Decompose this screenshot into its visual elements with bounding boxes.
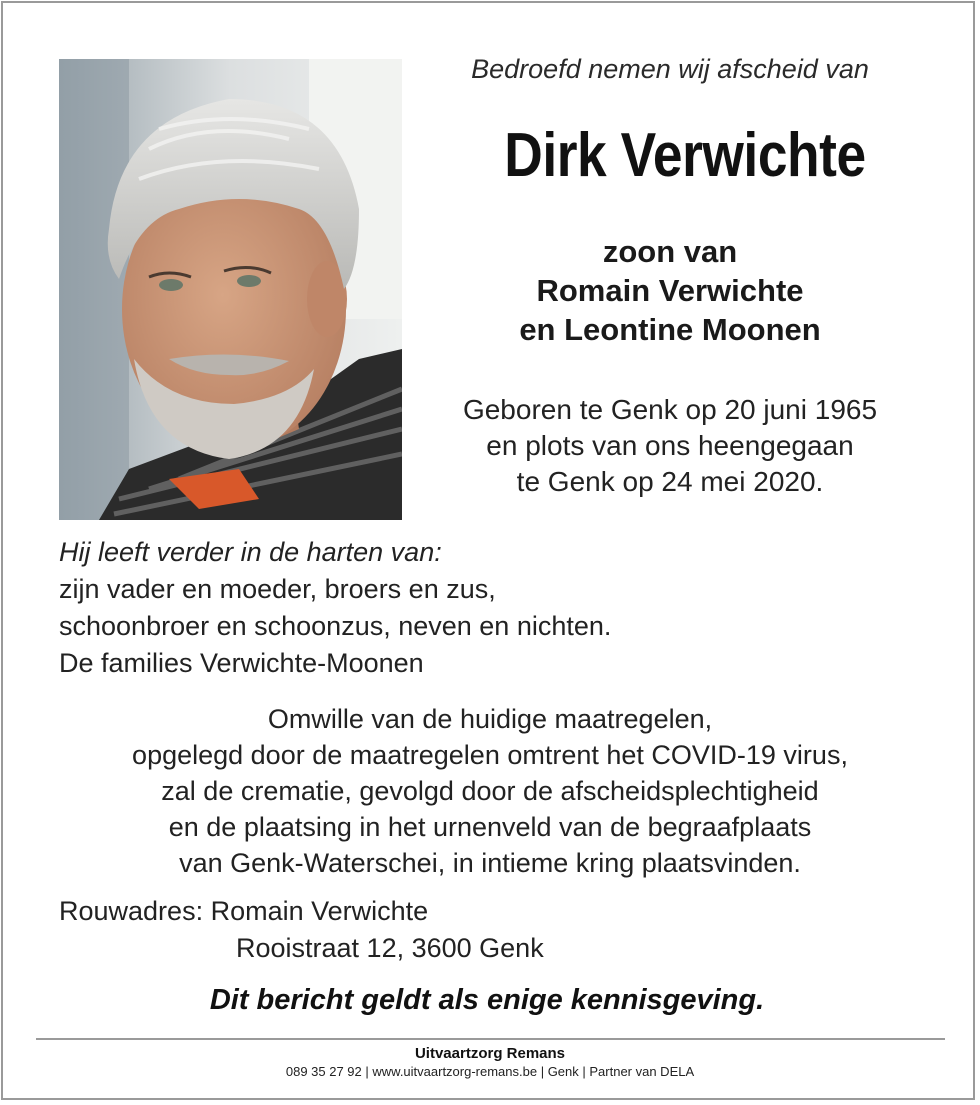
survivors-block (59, 534, 611, 682)
footer-divider (36, 1038, 945, 1040)
notice-line: zal de crematie, gevolgd door de afscheidsplechtigheid (161, 776, 819, 806)
notice-line: en de plaatsing in het urnenveld van de begraafplaats (168, 812, 812, 842)
dates-line: en plots van ons heengegaan (486, 430, 854, 461)
address-street: Rooistraat 12, 3600 Genk (236, 933, 544, 963)
address-first-line (59, 893, 544, 930)
notice-line: opgelegd door de maatregelen omtrent het COVID-19 virus, (132, 740, 848, 770)
funeral-home-contact: 089 35 27 92 | www.uitvaartzorg-remans.be | Genk | Partner van DELA (285, 1064, 695, 1079)
notice-line: van Genk-Waterschei, in intieme kring plaatsvinden. (179, 848, 801, 878)
parents-block (410, 232, 930, 349)
address-name: Romain Verwichte (210, 896, 429, 926)
notice-line: Omwille van de huidige maatregelen, (267, 704, 713, 734)
deceased-name: Dirk Verwichte (504, 121, 866, 190)
funeral-home-name: Uitvaartzorg Remans (414, 1045, 566, 1062)
dates-block (410, 392, 930, 500)
parents-line: Romain Verwichte (536, 273, 804, 308)
survivors-line: schoonbroer en schoonzus, neven en nichten. (59, 611, 612, 641)
portrait-photo (59, 59, 402, 520)
intro-line: Bedroefd nemen wij afscheid van (471, 54, 869, 84)
mourning-address (59, 893, 544, 967)
address-label: Rouwadres: (59, 896, 204, 926)
survivors-line: zijn vader en moeder, broers en zus, (59, 574, 496, 604)
closing-statement: Dit bericht geldt als enige kennisgeving. (209, 984, 765, 1016)
dates-line: te Genk op 24 mei 2020. (516, 466, 824, 497)
survivors-heading: Hij leeft verder in de harten van: (59, 537, 442, 567)
parents-line: zoon van (602, 234, 738, 269)
dates-line: Geboren te Genk op 20 juni 1965 (462, 394, 878, 425)
survivors-line: De families Verwichte-Moonen (59, 648, 424, 678)
parents-line: en Leontine Moonen (519, 312, 821, 347)
funeral-notice (0, 701, 980, 881)
